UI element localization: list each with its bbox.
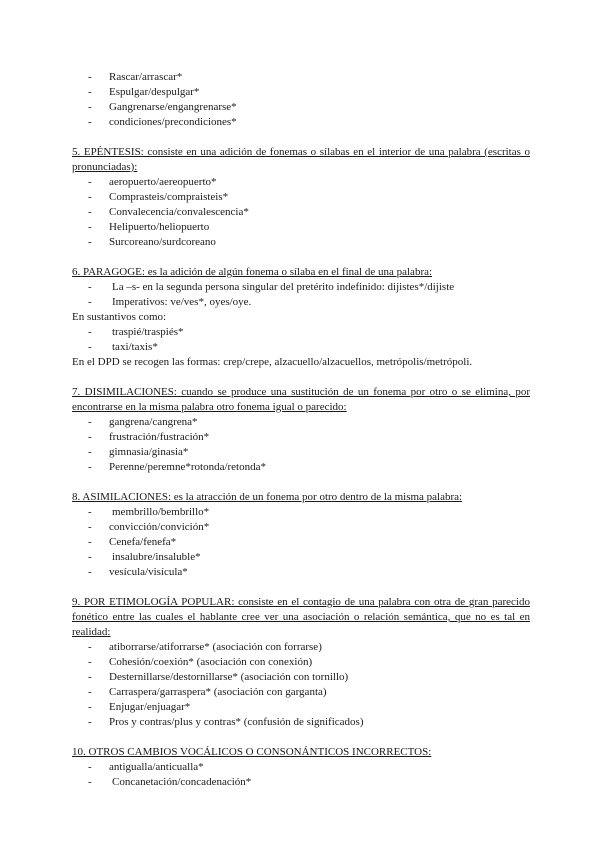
bullet-dash: - bbox=[88, 521, 92, 533]
bullet-dash: - bbox=[88, 761, 92, 773]
list-item: - Enjugar/enjuagar* bbox=[88, 701, 191, 713]
list-item: - traspié/traspiés* bbox=[88, 326, 184, 338]
bullet-dash: - bbox=[88, 686, 92, 698]
bullet-dash: - bbox=[88, 656, 92, 668]
section-heading-epentesis: 5. EPÉNTESIS: consiste en una adición de fonemas o sílabas en el interior de una palabra (escritas o pronunciadas): bbox=[72, 146, 530, 173]
bullet-dash: - bbox=[88, 716, 92, 728]
list-item: - membrillo/bembrillo* bbox=[88, 506, 210, 518]
bullet-dash: - bbox=[88, 281, 92, 293]
section-heading-otros-cambios: 10. OTROS CAMBIOS VOCÁLICOS O CONSONÁNTICOS INCORRECTOS: bbox=[72, 746, 432, 758]
bullet-dash: - bbox=[88, 326, 92, 338]
list-item: - Concanetación/concadenación* bbox=[88, 776, 252, 788]
list-item: - frustración/fustración* bbox=[88, 431, 210, 443]
list-item: - Surcoreano/surdcoreano bbox=[88, 236, 216, 248]
bullet-dash: - bbox=[88, 101, 92, 113]
section-heading-etimologia-popular: 9. POR ETIMOLOGÍA POPULAR: consiste en el contagio de una palabra con otra de gran parecido fonético entre las cuales el hablante cree ver una asociación o relación semántica, que no es tal en realidad: bbox=[72, 596, 530, 638]
section-heading-asimilaciones: 8. ASIMILACIONES: es la atracción de un fonema por otro dentro de la misma palabra: bbox=[72, 491, 463, 503]
bullet-dash: - bbox=[88, 86, 92, 98]
list-item: - Rascar/arrascar* bbox=[88, 71, 183, 83]
list-continuation bbox=[72, 70, 530, 130]
bullet-dash: - bbox=[88, 221, 92, 233]
bullet-dash: - bbox=[88, 431, 92, 443]
list-item: - Imperativos: ve/ves*, oyes/oye. bbox=[88, 296, 252, 308]
bullet-dash: - bbox=[88, 236, 92, 248]
list-item: - La –s- en la segunda persona singular del pretérito indefinido: dijistes*/dijiste bbox=[88, 281, 455, 293]
list-item: - Helipuerto/heliopuerto bbox=[88, 221, 210, 233]
bullet-dash: - bbox=[88, 506, 92, 518]
section-heading-paragoge: 6. PARAGOGE: es la adición de algún fonema o sílaba en el final de una palabra: bbox=[72, 266, 433, 278]
bullet-dash: - bbox=[88, 191, 92, 203]
list-item: - convicción/convición* bbox=[88, 521, 210, 533]
bullet-dash: - bbox=[88, 551, 92, 563]
bullet-dash: - bbox=[88, 71, 92, 83]
bullet-dash: - bbox=[88, 116, 92, 128]
list-item: - antigualla/anticualla* bbox=[88, 761, 204, 773]
bullet-dash: - bbox=[88, 446, 92, 458]
bullet-dash: - bbox=[88, 461, 92, 473]
section-heading-disimilaciones: 7. DISIMILACIONES: cuando se produce una sustitución de un fonema por otro o se elimina, por encontrarse en la misma palabra otro fonema igual o parecido: bbox=[72, 386, 530, 413]
bullet-dash: - bbox=[88, 416, 92, 428]
list-item: - Pros y contras/plus y contras* (confusión de significados) bbox=[88, 716, 364, 728]
bullet-dash: - bbox=[88, 296, 92, 308]
list-item: - Desternillarse/destornillarse* (asociación con tornillo) bbox=[88, 671, 349, 683]
bullet-dash: - bbox=[88, 176, 92, 188]
bullet-dash: - bbox=[88, 641, 92, 653]
bullet-dash: - bbox=[88, 536, 92, 548]
bullet-dash: - bbox=[88, 566, 92, 578]
list-item: - vesícula/visícula* bbox=[88, 566, 188, 578]
bullet-dash: - bbox=[88, 671, 92, 683]
list-item: - Convalecencia/convalescencia* bbox=[88, 206, 249, 218]
list-item: - Comprasteis/compraisteis* bbox=[88, 191, 229, 203]
list-item: - atiborrarse/atiforrarse* (asociación con forrarse) bbox=[88, 641, 322, 653]
list-item: - Cohesión/coexión* (asociación con conexión) bbox=[88, 656, 313, 668]
list-item: - insalubre/insaluble* bbox=[88, 551, 201, 563]
intro-text: En sustantivos como: bbox=[72, 311, 167, 323]
list-item: - aeropuerto/aereopuerto* bbox=[88, 176, 217, 188]
bullet-dash: - bbox=[88, 206, 92, 218]
list-item: - taxi/taxis* bbox=[88, 341, 158, 353]
list-item: - Carraspera/garraspera* (asociación con garganta) bbox=[88, 686, 327, 698]
list-item: - Espulgar/despulgar* bbox=[88, 86, 200, 98]
document-body bbox=[72, 70, 530, 790]
list-item: - condiciones/precondiciones* bbox=[88, 116, 237, 128]
list-item: - Gangrenarse/engangrenarse* bbox=[88, 101, 237, 113]
bullet-dash: - bbox=[88, 776, 92, 788]
note-text: En el DPD se recogen las formas: crep/crepe, alzacuello/alzacuellos, metrópolis/metrópoli. bbox=[72, 356, 473, 368]
bullet-dash: - bbox=[88, 341, 92, 353]
list-item: - gangrena/cangrena* bbox=[88, 416, 198, 428]
list-item: - Cenefa/fenefa* bbox=[88, 536, 177, 548]
bullet-dash: - bbox=[88, 701, 92, 713]
list-item: - Perenne/peremne*rotonda/retonda* bbox=[88, 461, 266, 473]
list-item: - gimnasia/ginasia* bbox=[88, 446, 189, 458]
